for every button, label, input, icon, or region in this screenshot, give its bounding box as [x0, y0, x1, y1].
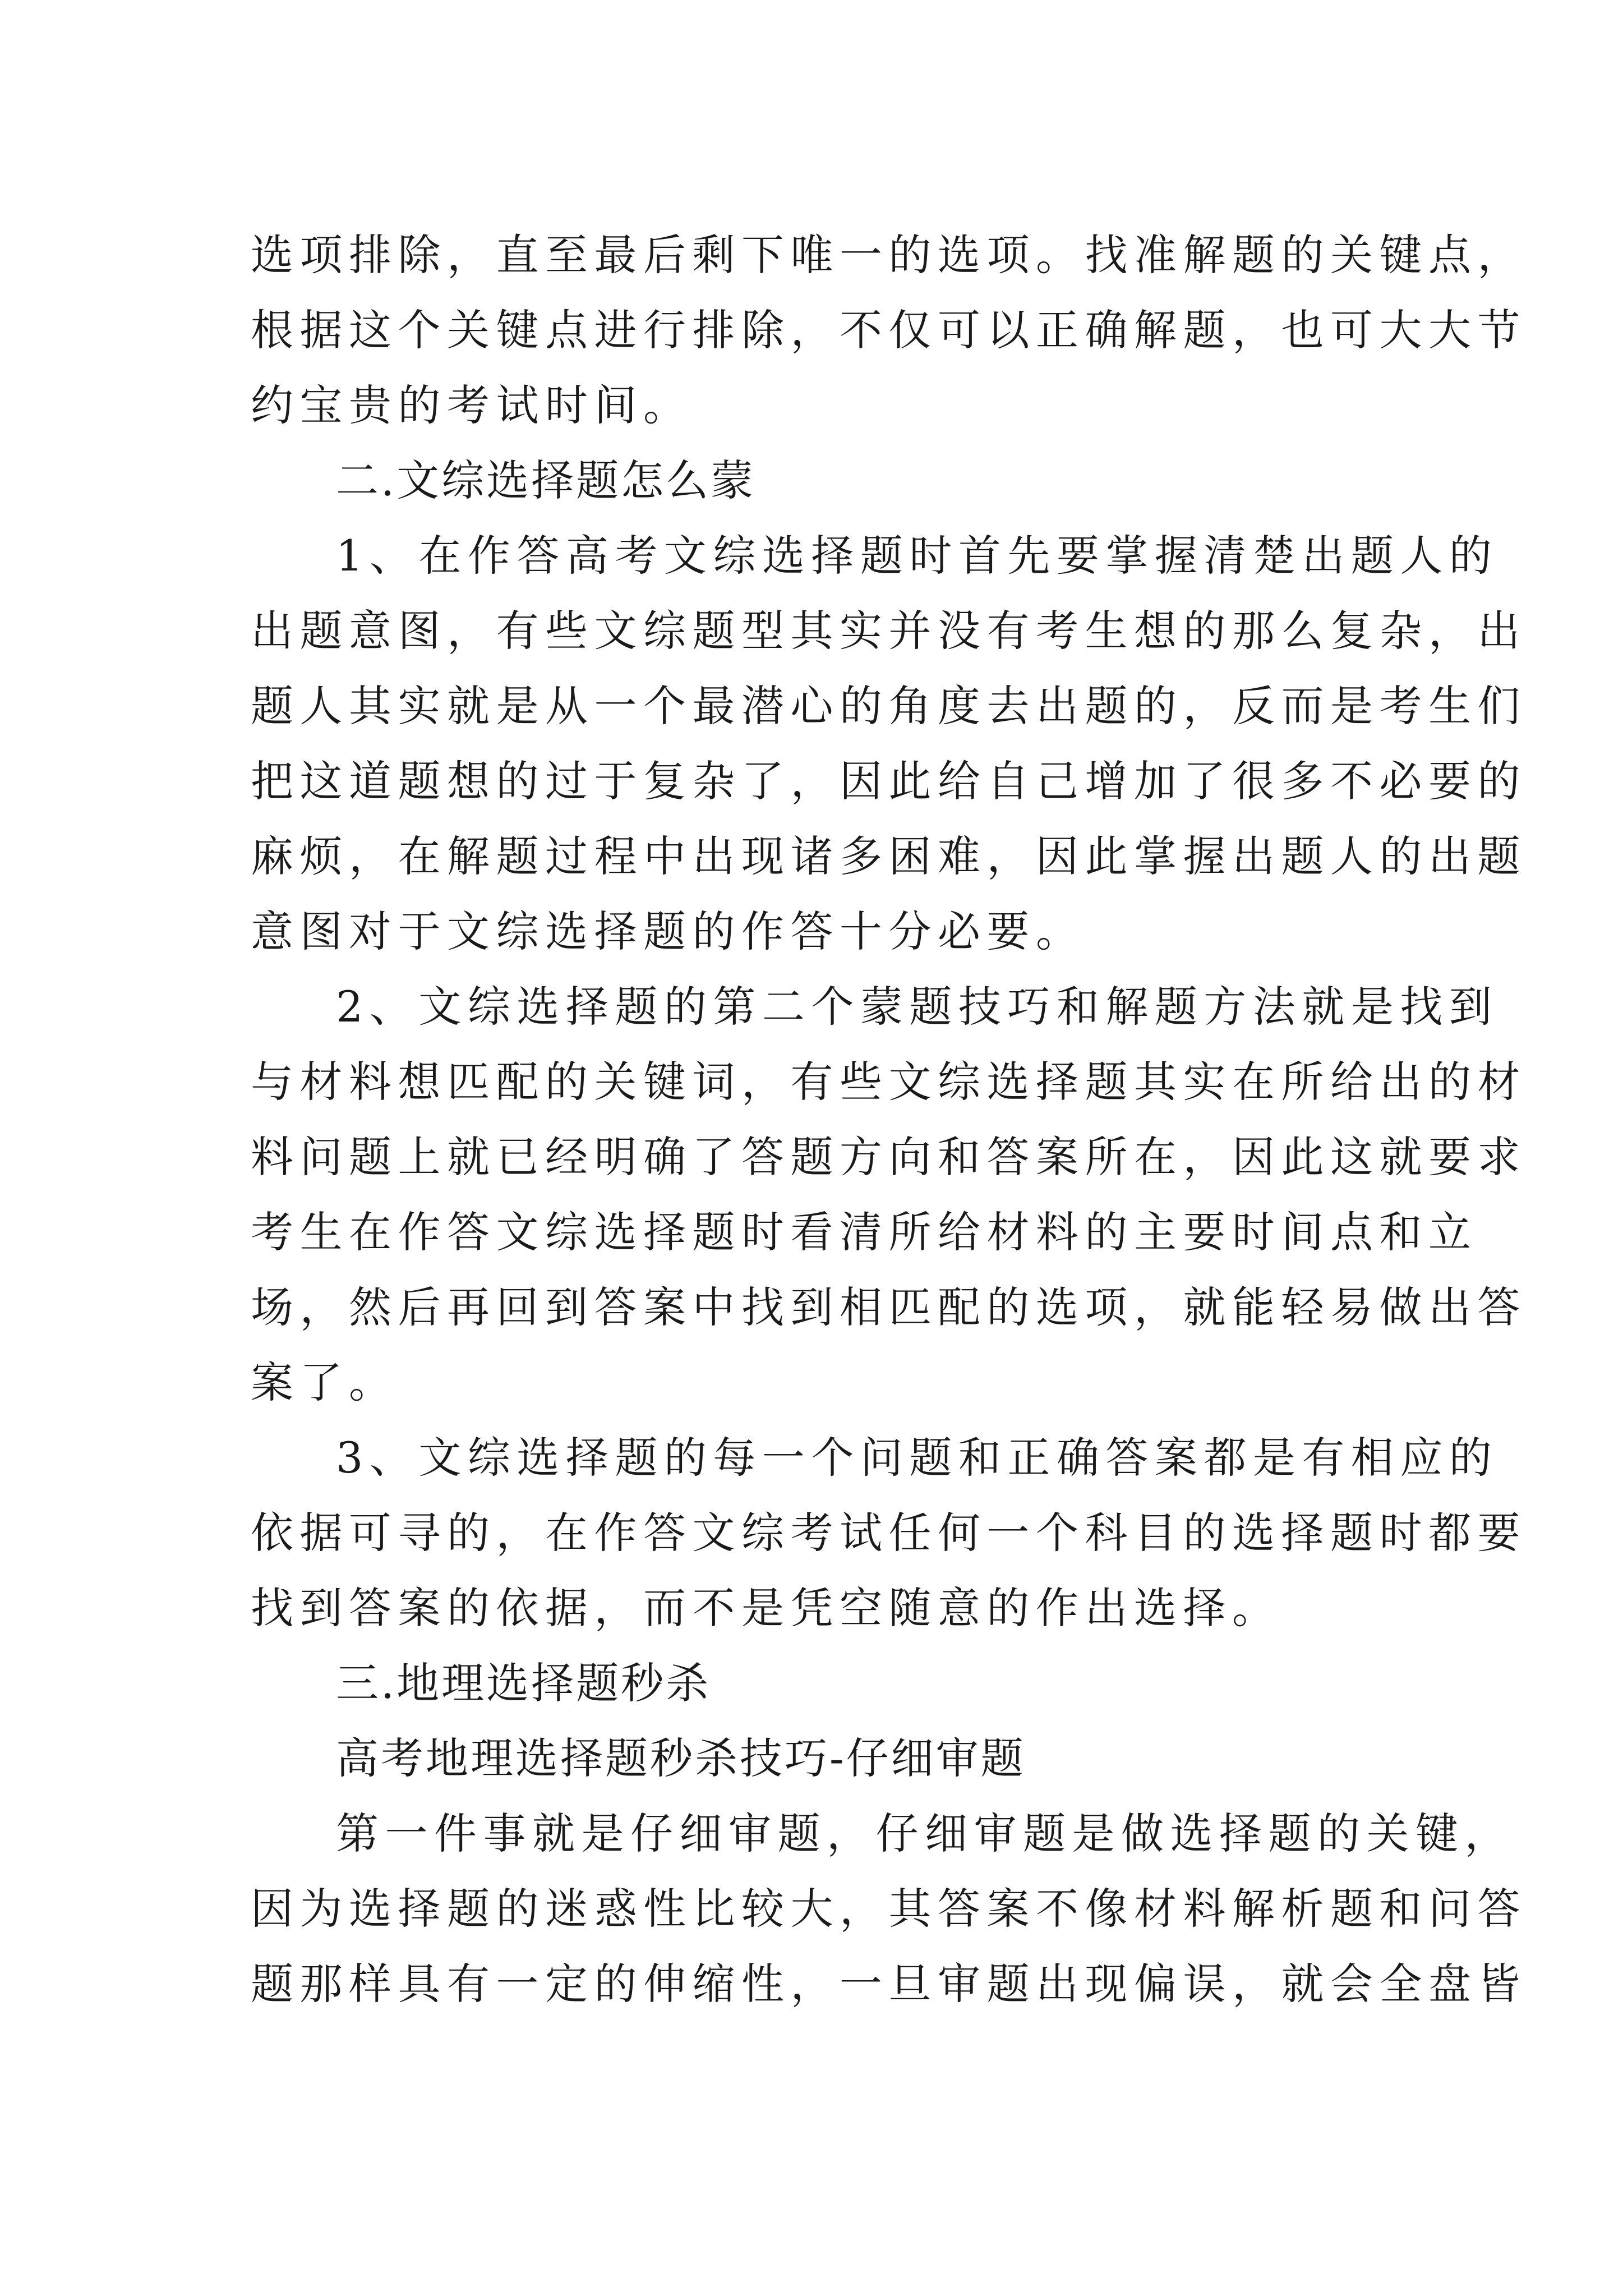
- text-line-14: 考生在作答文综选择题时看清所给材料的主要时间点和立: [251, 1207, 1478, 1257]
- text-line-6: 出题意图，有些文综题型其实并没有考生想的那么复杂，出: [251, 606, 1527, 656]
- section-heading-3: 三.地理选择题秒杀: [336, 1658, 711, 1708]
- text-line-3: 约宝贵的考试时间。: [251, 380, 693, 430]
- text-line-23: 因为选择题的迷惑性比较大，其答案不像材料解析题和问答: [251, 1884, 1527, 1934]
- text-line-2: 根据这个关键点进行排除，不仅可以正确解题，也可大大节: [251, 305, 1527, 355]
- text-line-17: 3、文综选择题的每一个问题和正确答案都是有相应的: [336, 1433, 1498, 1483]
- text-line-9: 麻烦，在解题过程中出现诸多困难，因此掌握出题人的出题: [251, 831, 1527, 881]
- text-line-15: 场，然后再回到答案中找到相匹配的选项，就能轻易做出答: [251, 1282, 1527, 1332]
- text-line-12: 与材料想匹配的关键词，有些文综选择题其实在所给出的材: [251, 1057, 1527, 1107]
- text-line-10: 意图对于文综选择题的作答十分必要。: [251, 907, 1085, 956]
- text-line-1: 选项排除，直至最后剩下唯一的选项。找准解题的关键点，: [251, 230, 1527, 280]
- text-line-24: 题那样具有一定的伸缩性，一旦审题出现偏误，就会全盘皆: [251, 1959, 1527, 2009]
- text-line-11: 2、文综选择题的第二个蒙题技巧和解题方法就是找到: [336, 982, 1498, 1032]
- text-line-22: 第一件事就是仔细审题，仔细审题是做选择题的关键，: [336, 1809, 1514, 1858]
- text-line-5: 1、在作答高考文综选择题时首先要掌握清楚出题人的: [336, 531, 1498, 581]
- text-line-13: 料问题上就已经明确了答题方向和答案所在，因此这就要求: [251, 1132, 1527, 1182]
- subheading-careful-reading: 高考地理选择题秒杀技巧-仔细审题: [336, 1733, 1026, 1783]
- text-line-8: 把这道题想的过于复杂了，因此给自己增加了很多不必要的: [251, 756, 1527, 806]
- text-line-19: 找到答案的依据，而不是凭空随意的作出选择。: [251, 1583, 1281, 1633]
- section-heading-2: 二.文综选择题怎么蒙: [336, 455, 756, 505]
- text-line-7: 题人其实就是从一个最潜心的角度去出题的，反而是考生们: [251, 681, 1527, 731]
- document-body: [251, 218, 1527, 2022]
- text-line-16: 案了。: [251, 1358, 398, 1407]
- text-line-18: 依据可寻的，在作答文综考试任何一个科目的选择题时都要: [251, 1508, 1527, 1558]
